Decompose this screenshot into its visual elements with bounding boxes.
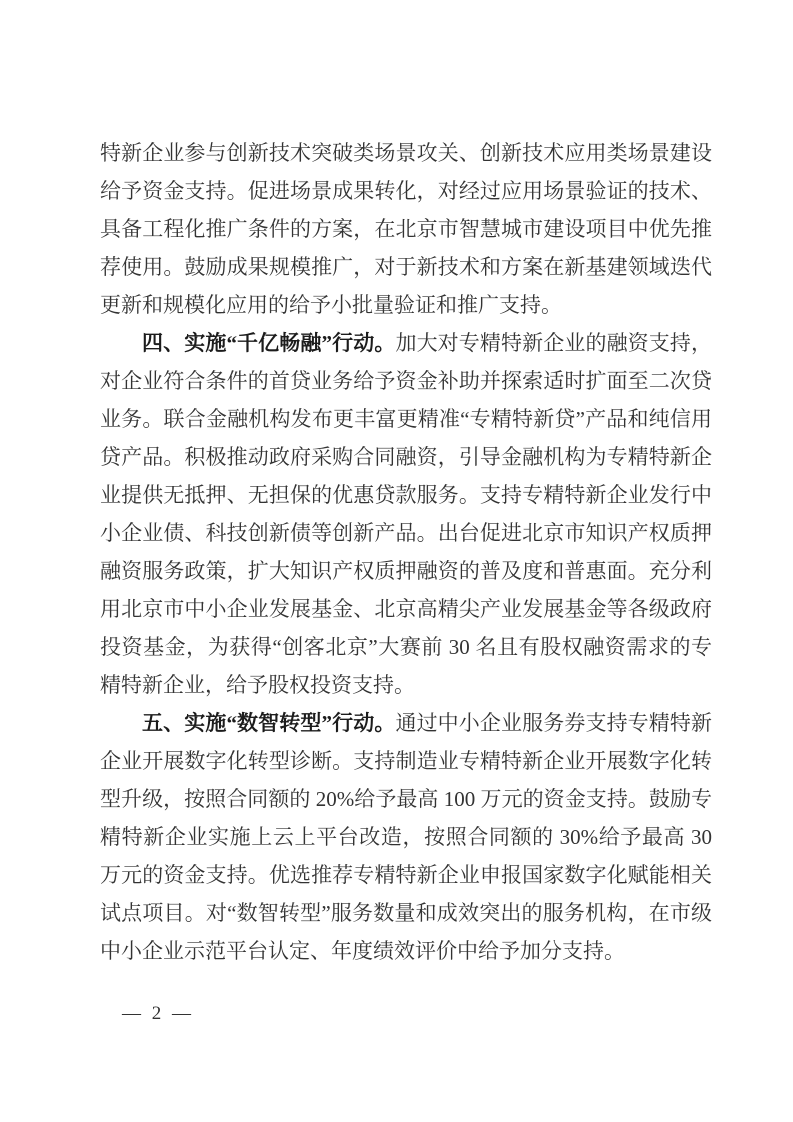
paragraph-text: 通过中小企业服务券支持专精特新企业开展数字化转型诊断。支持制造业专精特新企业开展数字化转型升级，按照合同额的 20%给予最高 100 万元的资金支持。鼓励专精特新企业实施上云上平台改造，按照合同额的 30%给予最高 30 万元的资金支持。优选推荐专精特新企业申报国家数字化赋能相关试点项目。对“数智转型”服务数量和成效突出的服务机构，在市级中小企业示范平台认定、年度绩效评价中给予加分支持。	[100, 711, 713, 963]
footer-page-number: — 2 —	[122, 1003, 194, 1024]
document-body	[100, 134, 712, 970]
section-heading: 五、实施“数智转型”行动。	[142, 711, 396, 735]
paragraph-section-4	[100, 324, 712, 704]
paragraph-scene-support	[100, 134, 712, 324]
paragraph-section-5	[100, 704, 712, 970]
paragraph-text: 特新企业参与创新技术突破类场景攻关、创新技术应用类场景建设给予资金支持。促进场景成果转化，对经过应用场景验证的技术、具备工程化推广条件的方案，在北京市智慧城市建设项目中优先推荐使用。鼓励成果规模推广，对于新技术和方案在新基建领域迭代更新和规模化应用的给予小批量验证和推广支持。	[100, 141, 712, 317]
section-heading: 四、实施“千亿畅融”行动。	[142, 331, 396, 355]
paragraph-text: 加大对专精特新企业的融资支持，对企业符合条件的首贷业务给予资金补助并探索适时扩面至二次贷业务。联合金融机构发布更丰富更精准“专精特新贷”产品和纯信用贷产品。积极推动政府采购合同融资，引导金融机构为专精特新企业提供无抵押、无担保的优惠贷款服务。支持专精特新企业发行中小企业债、科技创新债等创新产品。出台促进北京市知识产权质押融资服务政策，扩大知识产权质押融资的普及度和普惠面。充分利用北京市中小企业发展基金、北京高精尖产业发展基金等各级政府投资基金，为获得“创客北京”大赛前 30 名且有股权融资需求的专精特新企业，给予股权投资支持。	[100, 331, 713, 697]
